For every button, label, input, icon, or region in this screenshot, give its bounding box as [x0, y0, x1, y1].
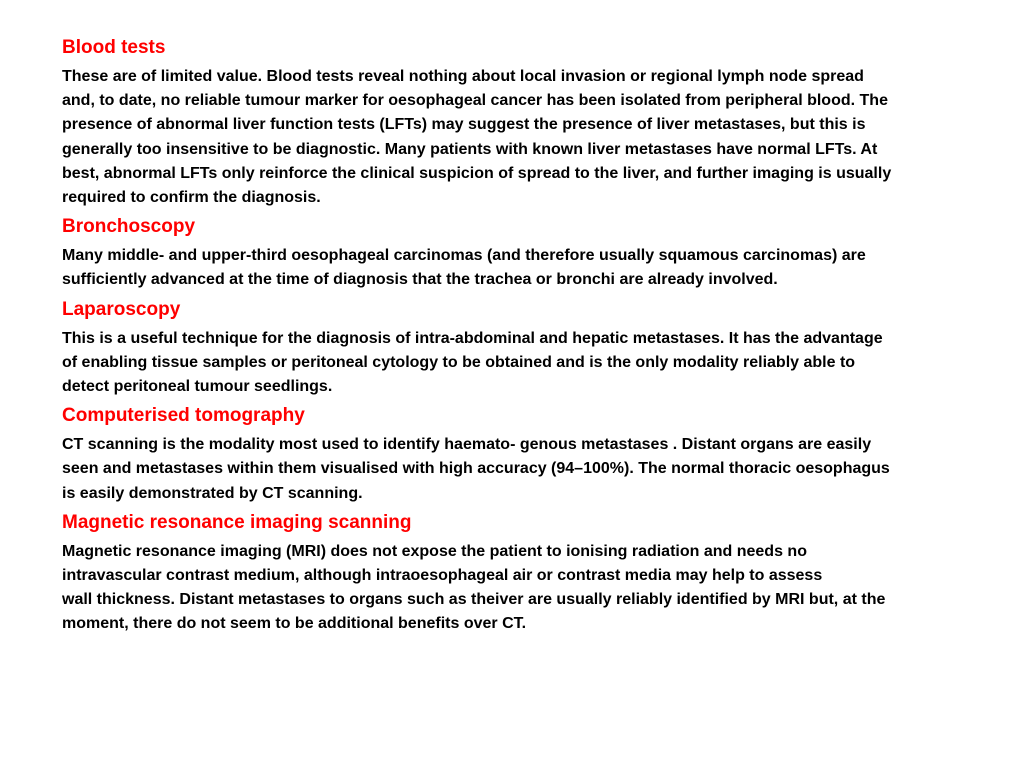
section-heading: Magnetic resonance imaging scanning — [62, 511, 412, 533]
section-body: Many middle- and upper-third oesophageal carcinomas (and therefore usually squamous carcinomas) are sufficiently advanced at the time of diagnosis that the trachea or bronchi are already involved. — [62, 247, 866, 289]
section-bronchoscopy — [62, 215, 967, 292]
section-heading: Laparoscopy — [62, 298, 181, 320]
section-laparoscopy — [62, 298, 967, 400]
section-body: CT scanning is the modality most used to identify haemato- genous metastases . Distant organs are easily seen and metastases within them visualised with high accuracy (94–100%). The normal thoracic oesophagus is easily demonstrated by CT scanning. — [62, 436, 890, 502]
section-body: These are of limited value. Blood tests reveal nothing about local invasion or regional lymph node spread and, to date, no reliable tumour marker for oesophageal cancer has been isolated from peripheral blood. The presence of abnormal liver function tests (LFTs) may suggest the presence of liver metastases, but this is generally too insensitive to be diagnostic. Many patients with known liver metastases have normal LFTs. At best, abnormal LFTs only reinforce the clinical suspicion of spread to the liver, and further imaging is usually required to confirm the diagnosis. — [62, 68, 892, 207]
slide-content — [62, 36, 967, 642]
section-blood-tests — [62, 36, 967, 210]
section-computerised-tomography — [62, 404, 967, 506]
section-heading: Computerised tomography — [62, 405, 305, 427]
section-mri-scanning — [62, 511, 967, 637]
section-heading: Bronchoscopy — [62, 216, 196, 238]
section-heading: Blood tests — [62, 37, 166, 58]
section-body: This is a useful technique for the diagnosis of intra-abdominal and hepatic metastases. It has the advantage of enabling tissue samples or peritoneal cytology to be obtained and is the only modality reliably able to detect peritoneal tumour seedlings. — [62, 329, 883, 396]
section-body: Magnetic resonance imaging (MRI) does not expose the patient to ionising radiation and needs no intravascular contrast medium, although intraoesophageal air or contrast media may help to assess wall thickness. Distant metastases to organs such as theiver are usually reliably identified by MRI but, at the moment, there do not seem to be additional benefits over CT. — [62, 542, 886, 633]
